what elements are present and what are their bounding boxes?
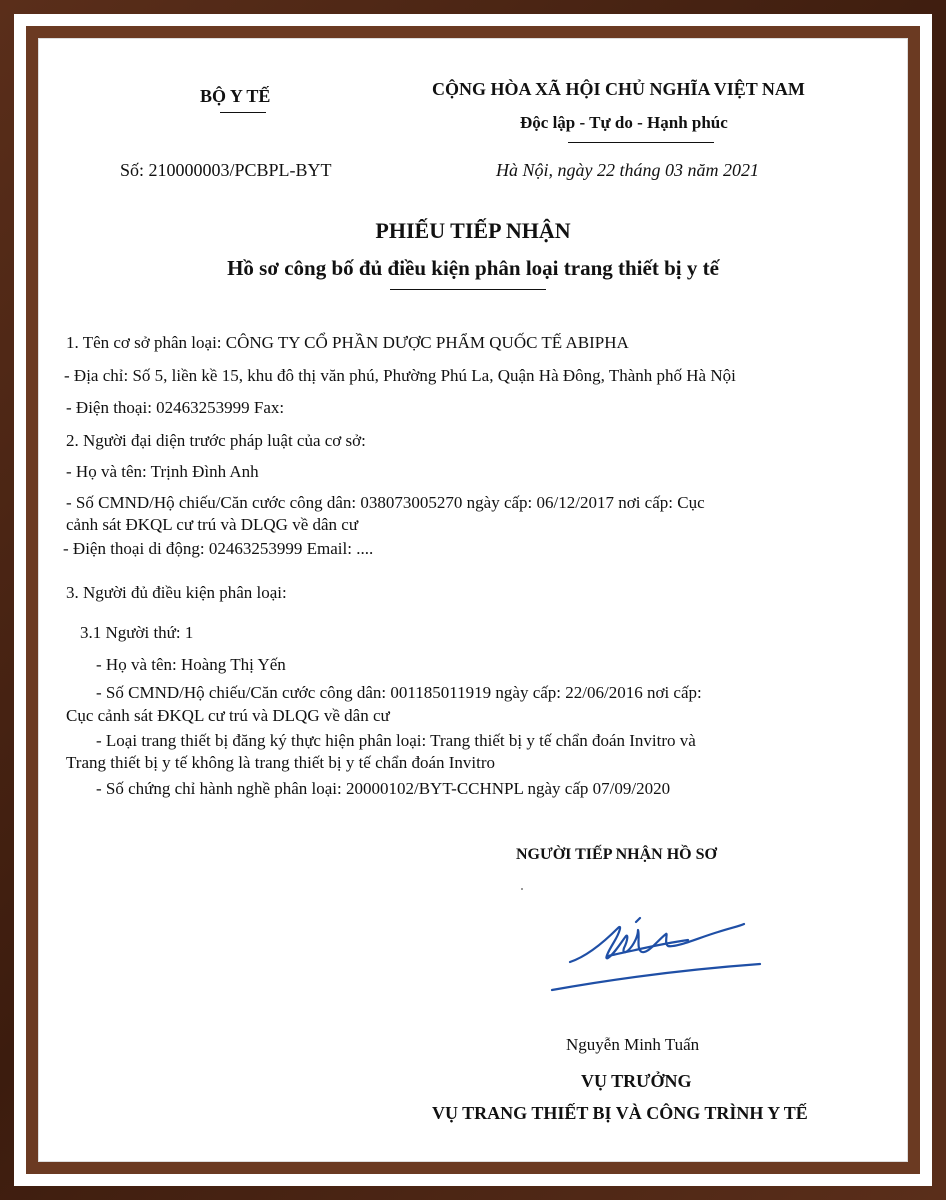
document-title: PHIẾU TIẾP NHẬN bbox=[375, 218, 571, 243]
classifier-name: - Họ và tên: Hoàng Thị Yến bbox=[96, 655, 286, 674]
device-type: - Loại trang thiết bị đăng ký thực hiện phân loại: Trang thiết bị y tế chẩn đoán Invitro và bbox=[96, 731, 696, 750]
signer-department: VỤ TRANG THIẾT BỊ VÀ CÔNG TRÌNH Y TẾ bbox=[432, 1103, 808, 1123]
legal-rep-id-continued: cảnh sát ĐKQL cư trú và DLQG về dân cư bbox=[66, 515, 359, 534]
classifier-id: - Số CMND/Hộ chiếu/Căn cước công dân: 001185011919 ngày cấp: 22/06/2016 nơi cấp: bbox=[96, 683, 702, 702]
ministry-name: BỘ Y TẾ bbox=[200, 86, 271, 106]
legal-rep-mobile: - Điện thoại di động: 02463253999 Email: .... bbox=[63, 539, 374, 558]
handwritten-signature bbox=[548, 900, 768, 1010]
place-date: Hà Nội, ngày 22 tháng 03 năm 2021 bbox=[496, 160, 759, 180]
facility-phone: - Điện thoại: 02463253999 Fax: bbox=[66, 398, 285, 417]
legal-rep-id: - Số CMND/Hộ chiếu/Căn cước công dân: 038073005270 ngày cấp: 06/12/2017 nơi cấp: Cục bbox=[66, 493, 705, 512]
practice-certificate: - Số chứng chỉ hành nghề phân loại: 20000102/BYT-CCHNPL ngày cấp 07/09/2020 bbox=[96, 779, 671, 798]
facility-name: 1. Tên cơ sở phân loại: CÔNG TY CỔ PHẦN DƯỢC PHẨM QUỐC TẾ ABIPHA bbox=[66, 333, 629, 352]
subtitle-underline bbox=[390, 289, 546, 290]
legal-rep-heading: 2. Người đại diện trước pháp luật của cơ sở: bbox=[66, 431, 366, 450]
receiver-title: NGƯỜI TIẾP NHẬN HỒ SƠ bbox=[516, 846, 717, 863]
classifier-heading: 3. Người đủ điều kiện phân loại: bbox=[66, 583, 287, 602]
classifier-id-continued: Cục cảnh sát ĐKQL cư trú và DLQG về dân cư bbox=[66, 706, 390, 725]
national-motto: Độc lập - Tự do - Hạnh phúc bbox=[520, 113, 728, 132]
signer-position: VỤ TRƯỞNG bbox=[581, 1071, 692, 1091]
classifier-number: 3.1 Người thứ: 1 bbox=[80, 623, 194, 642]
nation-name: CỘNG HÒA XÃ HỘI CHỦ NGHĨA VIỆT NAM bbox=[432, 79, 805, 99]
scan-speck bbox=[521, 888, 523, 890]
motto-underline bbox=[568, 142, 714, 143]
facility-address: - Địa chỉ: Số 5, liền kề 15, khu đô thị văn phú, Phường Phú La, Quận Hà Đông, Thành phố Hà Nội bbox=[64, 366, 736, 385]
device-type-continued: Trang thiết bị y tế không là trang thiết bị y tế chẩn đoán Invitro bbox=[66, 753, 496, 772]
ministry-underline bbox=[220, 112, 266, 113]
signer-name: Nguyễn Minh Tuấn bbox=[566, 1035, 700, 1054]
document-number: Số: 210000003/PCBPL-BYT bbox=[120, 160, 332, 180]
document-subtitle: Hồ sơ công bố đủ điều kiện phân loại trang thiết bị y tế bbox=[227, 256, 719, 280]
legal-rep-name: - Họ và tên: Trịnh Đình Anh bbox=[66, 462, 259, 481]
